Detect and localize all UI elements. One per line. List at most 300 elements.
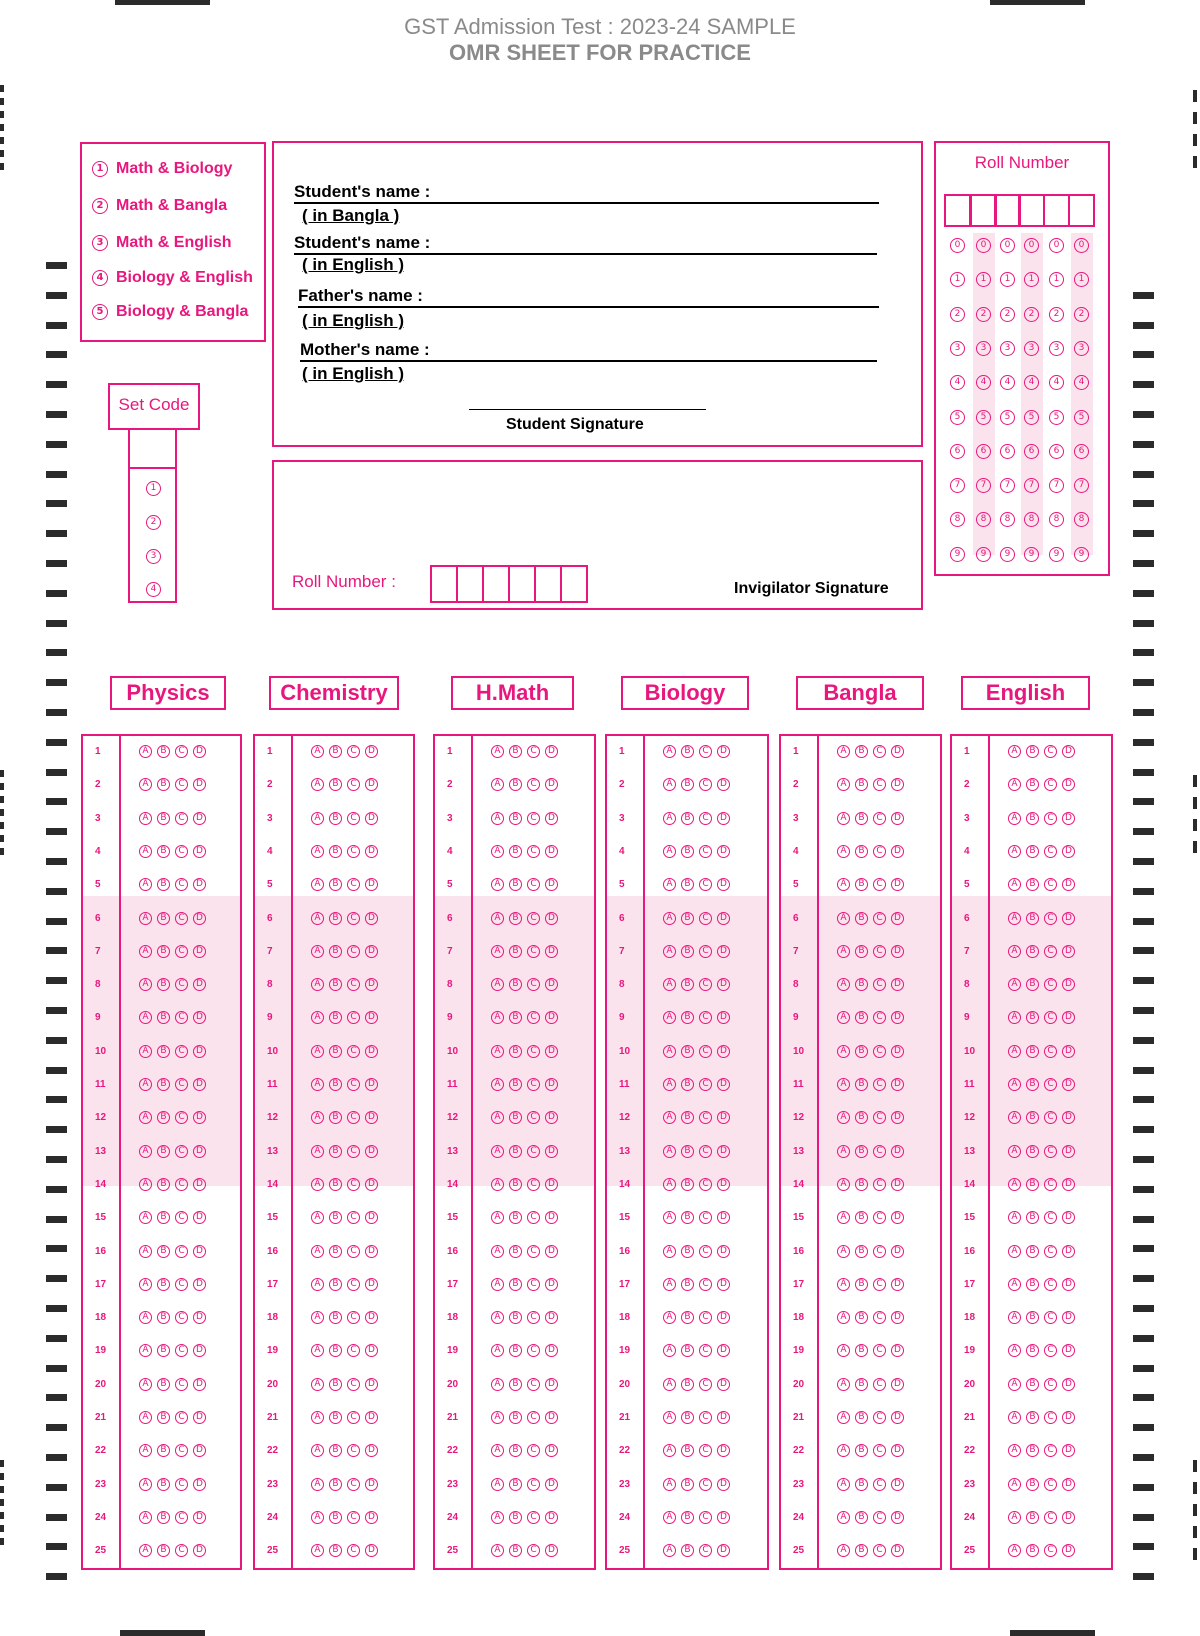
roll-digit-bubble[interactable]: 9	[1074, 547, 1089, 562]
option-bubble-c[interactable]: C	[1044, 778, 1057, 791]
option-bubble-b[interactable]: B	[855, 1078, 868, 1091]
option-bubble-b[interactable]: B	[329, 1544, 342, 1557]
option-bubble-c[interactable]: C	[699, 1511, 712, 1524]
option-bubble-a[interactable]: A	[491, 1411, 504, 1424]
option-bubble-b[interactable]: B	[681, 1178, 694, 1191]
option-bubble-a[interactable]: A	[837, 1278, 850, 1291]
option-bubble-c[interactable]: C	[527, 1278, 540, 1291]
option-bubble-b[interactable]: B	[681, 1245, 694, 1258]
option-bubble-b[interactable]: B	[855, 1378, 868, 1391]
option-bubble-b[interactable]: B	[855, 1478, 868, 1491]
roll-digit-bubble[interactable]: 4	[1049, 375, 1064, 390]
option-bubble-a[interactable]: A	[311, 878, 324, 891]
roll-digit-bubble[interactable]: 1	[950, 272, 965, 287]
option-bubble-c[interactable]: C	[699, 1444, 712, 1457]
option-bubble-b[interactable]: B	[329, 1078, 342, 1091]
option-bubble-a[interactable]: A	[139, 878, 152, 891]
option-bubble-c[interactable]: C	[873, 1111, 886, 1124]
option-bubble-b[interactable]: B	[681, 1311, 694, 1324]
option-bubble-a[interactable]: A	[1008, 945, 1021, 958]
option-bubble-a[interactable]: A	[663, 1211, 676, 1224]
option-bubble-b[interactable]: B	[157, 912, 170, 925]
option-bubble-d[interactable]: D	[545, 1278, 558, 1291]
option-bubble-c[interactable]: C	[699, 1311, 712, 1324]
option-bubble-a[interactable]: A	[663, 1145, 676, 1158]
roll-digit-bubble[interactable]: 5	[950, 410, 965, 425]
option-bubble-b[interactable]: B	[157, 1045, 170, 1058]
option-bubble-c[interactable]: C	[527, 1444, 540, 1457]
option-bubble-b[interactable]: B	[509, 1045, 522, 1058]
option-bubble-c[interactable]: C	[699, 1111, 712, 1124]
option-bubble-b[interactable]: B	[855, 1311, 868, 1324]
option-bubble-a[interactable]: A	[837, 812, 850, 825]
option-bubble-c[interactable]: C	[873, 1045, 886, 1058]
roll-digit-bubble[interactable]: 8	[1024, 512, 1039, 527]
roll-digit-bubble[interactable]: 4	[976, 375, 991, 390]
option-bubble-a[interactable]: A	[491, 978, 504, 991]
option-bubble-b[interactable]: B	[509, 1411, 522, 1424]
mother-name-field[interactable]	[300, 360, 877, 362]
option-bubble-d[interactable]: D	[545, 945, 558, 958]
option-bubble-a[interactable]: A	[1008, 812, 1021, 825]
option-bubble-b[interactable]: B	[1026, 1511, 1039, 1524]
option-bubble-a[interactable]: A	[837, 945, 850, 958]
option-bubble-d[interactable]: D	[717, 1344, 730, 1357]
option-bubble-a[interactable]: A	[491, 845, 504, 858]
option-bubble-c[interactable]: C	[347, 1245, 360, 1258]
option-bubble-a[interactable]: A	[311, 945, 324, 958]
option-bubble-b[interactable]: B	[157, 1411, 170, 1424]
option-bubble-c[interactable]: C	[1044, 1111, 1057, 1124]
roll-digit-bubble[interactable]: 0	[976, 238, 991, 253]
option-bubble-a[interactable]: A	[491, 912, 504, 925]
option-bubble-c[interactable]: C	[1044, 1411, 1057, 1424]
option-bubble-b[interactable]: B	[855, 1444, 868, 1457]
option-bubble-a[interactable]: A	[663, 1411, 676, 1424]
option-bubble-c[interactable]: C	[527, 1211, 540, 1224]
option-bubble-a[interactable]: A	[1008, 1278, 1021, 1291]
option-bubble-d[interactable]: D	[891, 1411, 904, 1424]
option-bubble-d[interactable]: D	[717, 1178, 730, 1191]
option-bubble-b[interactable]: B	[509, 778, 522, 791]
option-bubble-d[interactable]: D	[891, 1078, 904, 1091]
option-bubble-c[interactable]: C	[699, 912, 712, 925]
option-bubble-c[interactable]: C	[699, 745, 712, 758]
option-bubble-b[interactable]: B	[1026, 1145, 1039, 1158]
option-bubble-a[interactable]: A	[139, 1178, 152, 1191]
roll-digit-bubble[interactable]: 0	[1074, 238, 1089, 253]
option-bubble-a[interactable]: A	[663, 878, 676, 891]
option-bubble-b[interactable]: B	[1026, 978, 1039, 991]
option-bubble-a[interactable]: A	[311, 1178, 324, 1191]
option-bubble-b[interactable]: B	[855, 1178, 868, 1191]
option-bubble-c[interactable]: C	[699, 1145, 712, 1158]
option-bubble-a[interactable]: A	[837, 1045, 850, 1058]
option-bubble-a[interactable]: A	[311, 1278, 324, 1291]
option-bubble-a[interactable]: A	[663, 1045, 676, 1058]
option-bubble-a[interactable]: A	[311, 1411, 324, 1424]
option-bubble-d[interactable]: D	[717, 1478, 730, 1491]
option-bubble-c[interactable]: C	[347, 1544, 360, 1557]
option-bubble-d[interactable]: D	[891, 1178, 904, 1191]
option-bubble-a[interactable]: A	[139, 845, 152, 858]
option-bubble-d[interactable]: D	[193, 778, 206, 791]
option-bubble-c[interactable]: C	[1044, 1511, 1057, 1524]
set-code-write-box[interactable]	[128, 428, 177, 469]
option-bubble-a[interactable]: A	[1008, 1411, 1021, 1424]
option-bubble-d[interactable]: D	[717, 1045, 730, 1058]
option-bubble-d[interactable]: D	[193, 1344, 206, 1357]
option-bubble-a[interactable]: A	[311, 812, 324, 825]
option-bubble-c[interactable]: C	[1044, 1344, 1057, 1357]
option-bubble-c[interactable]: C	[699, 1045, 712, 1058]
roll-digit-bubble[interactable]: 4	[1074, 375, 1089, 390]
option-bubble-c[interactable]: C	[347, 1278, 360, 1291]
option-bubble-d[interactable]: D	[545, 1211, 558, 1224]
option-bubble-d[interactable]: D	[193, 912, 206, 925]
option-bubble-d[interactable]: D	[891, 1378, 904, 1391]
option-bubble-c[interactable]: C	[527, 745, 540, 758]
option-bubble-b[interactable]: B	[1026, 945, 1039, 958]
option-bubble-d[interactable]: D	[545, 912, 558, 925]
student-signature-line[interactable]	[469, 409, 706, 410]
option-bubble-b[interactable]: B	[157, 1544, 170, 1557]
option-bubble-a[interactable]: A	[491, 1544, 504, 1557]
roll-digit-box[interactable]	[560, 565, 588, 603]
option-bubble-a[interactable]: A	[663, 1344, 676, 1357]
option-bubble-c[interactable]: C	[175, 1045, 188, 1058]
option-bubble-c[interactable]: C	[873, 745, 886, 758]
option-bubble-d[interactable]: D	[717, 1245, 730, 1258]
option-bubble-a[interactable]: A	[139, 912, 152, 925]
option-bubble-a[interactable]: A	[311, 1045, 324, 1058]
option-bubble-a[interactable]: A	[311, 1011, 324, 1024]
option-bubble-d[interactable]: D	[717, 1278, 730, 1291]
option-bubble-a[interactable]: A	[491, 1511, 504, 1524]
option-bubble-d[interactable]: D	[193, 1311, 206, 1324]
option-bubble-c[interactable]: C	[175, 1178, 188, 1191]
option-bubble-c[interactable]: C	[873, 1378, 886, 1391]
option-bubble-c[interactable]: C	[527, 945, 540, 958]
option-bubble-d[interactable]: D	[193, 978, 206, 991]
option-bubble-a[interactable]: A	[311, 1145, 324, 1158]
option-bubble-b[interactable]: B	[681, 845, 694, 858]
option-bubble-d[interactable]: D	[717, 945, 730, 958]
roll-digit-bubble[interactable]: 5	[1000, 410, 1015, 425]
option-bubble-a[interactable]: A	[837, 845, 850, 858]
option-bubble-b[interactable]: B	[329, 978, 342, 991]
option-bubble-d[interactable]: D	[1062, 812, 1075, 825]
option-bubble-a[interactable]: A	[1008, 878, 1021, 891]
option-bubble-a[interactable]: A	[491, 812, 504, 825]
option-bubble-c[interactable]: C	[175, 945, 188, 958]
option-bubble-c[interactable]: C	[347, 1511, 360, 1524]
roll-digit-bubble[interactable]: 7	[1000, 478, 1015, 493]
set-code-bubble[interactable]: 4	[146, 582, 161, 597]
option-bubble-b[interactable]: B	[509, 1511, 522, 1524]
option-bubble-b[interactable]: B	[1026, 1011, 1039, 1024]
option-bubble-b[interactable]: B	[681, 1111, 694, 1124]
option-bubble-a[interactable]: A	[1008, 1145, 1021, 1158]
option-bubble-a[interactable]: A	[311, 1378, 324, 1391]
option-bubble-d[interactable]: D	[891, 1045, 904, 1058]
option-bubble-c[interactable]: C	[699, 1344, 712, 1357]
option-bubble-b[interactable]: B	[855, 1045, 868, 1058]
option-bubble-c[interactable]: C	[527, 1511, 540, 1524]
option-bubble-b[interactable]: B	[855, 1111, 868, 1124]
option-bubble-b[interactable]: B	[681, 1211, 694, 1224]
option-bubble-a[interactable]: A	[1008, 745, 1021, 758]
option-bubble-d[interactable]: D	[545, 878, 558, 891]
option-bubble-d[interactable]: D	[717, 1511, 730, 1524]
roll-digit-bubble[interactable]: 1	[1049, 272, 1064, 287]
roll-digit-box[interactable]	[1068, 194, 1095, 227]
option-bubble-a[interactable]: A	[837, 912, 850, 925]
option-bubble-d[interactable]: D	[365, 945, 378, 958]
option-bubble-c[interactable]: C	[699, 812, 712, 825]
option-bubble-b[interactable]: B	[329, 1145, 342, 1158]
option-bubble-b[interactable]: B	[681, 1444, 694, 1457]
course-option[interactable]	[92, 197, 227, 215]
option-bubble-a[interactable]: A	[1008, 778, 1021, 791]
option-bubble-a[interactable]: A	[491, 778, 504, 791]
option-bubble-b[interactable]: B	[1026, 778, 1039, 791]
roll-digit-bubble[interactable]: 2	[1049, 307, 1064, 322]
roll-digit-bubble[interactable]: 4	[1024, 375, 1039, 390]
option-bubble-d[interactable]: D	[365, 1444, 378, 1457]
option-bubble-a[interactable]: A	[139, 945, 152, 958]
option-bubble-d[interactable]: D	[365, 1145, 378, 1158]
option-bubble-c[interactable]: C	[873, 1444, 886, 1457]
option-bubble-b[interactable]: B	[681, 1344, 694, 1357]
option-bubble-b[interactable]: B	[855, 945, 868, 958]
option-bubble-d[interactable]: D	[365, 1111, 378, 1124]
option-bubble-d[interactable]: D	[1062, 1245, 1075, 1258]
option-bubble-c[interactable]: C	[699, 845, 712, 858]
option-bubble-b[interactable]: B	[329, 745, 342, 758]
option-bubble-d[interactable]: D	[193, 1211, 206, 1224]
option-bubble-d[interactable]: D	[891, 912, 904, 925]
option-bubble-c[interactable]: C	[175, 1411, 188, 1424]
roll-digit-box[interactable]	[508, 565, 536, 603]
option-bubble-b[interactable]: B	[509, 878, 522, 891]
option-bubble-a[interactable]: A	[1008, 912, 1021, 925]
option-bubble-b[interactable]: B	[509, 1078, 522, 1091]
option-bubble-b[interactable]: B	[681, 1378, 694, 1391]
option-bubble-a[interactable]: A	[139, 1078, 152, 1091]
option-bubble-c[interactable]: C	[527, 1311, 540, 1324]
option-bubble-c[interactable]: C	[873, 1145, 886, 1158]
option-bubble-a[interactable]: A	[491, 1278, 504, 1291]
option-bubble-c[interactable]: C	[527, 1078, 540, 1091]
option-bubble-c[interactable]: C	[699, 1478, 712, 1491]
option-bubble-a[interactable]: A	[491, 878, 504, 891]
option-bubble-c[interactable]: C	[175, 1544, 188, 1557]
option-bubble-d[interactable]: D	[365, 1378, 378, 1391]
option-bubble-d[interactable]: D	[717, 1011, 730, 1024]
option-bubble-c[interactable]: C	[1044, 1211, 1057, 1224]
option-bubble-d[interactable]: D	[1062, 845, 1075, 858]
option-bubble-a[interactable]: A	[663, 912, 676, 925]
option-bubble-b[interactable]: B	[855, 745, 868, 758]
option-bubble-a[interactable]: A	[1008, 1478, 1021, 1491]
option-bubble-a[interactable]: A	[491, 1011, 504, 1024]
option-bubble-b[interactable]: B	[157, 1311, 170, 1324]
roll-digit-box[interactable]	[482, 565, 510, 603]
option-bubble-a[interactable]: A	[311, 1544, 324, 1557]
option-bubble-a[interactable]: A	[837, 1344, 850, 1357]
option-bubble-d[interactable]: D	[891, 1478, 904, 1491]
option-bubble-d[interactable]: D	[365, 1211, 378, 1224]
option-bubble-c[interactable]: C	[347, 878, 360, 891]
option-bubble-c[interactable]: C	[873, 1011, 886, 1024]
option-bubble-a[interactable]: A	[663, 1378, 676, 1391]
option-bubble-c[interactable]: C	[527, 978, 540, 991]
option-bubble-d[interactable]: D	[545, 1411, 558, 1424]
set-code-bubble[interactable]: 2	[146, 515, 161, 530]
option-bubble-b[interactable]: B	[855, 978, 868, 991]
option-bubble-d[interactable]: D	[717, 1311, 730, 1324]
option-bubble-a[interactable]: A	[1008, 1045, 1021, 1058]
roll-digit-bubble[interactable]: 1	[1024, 272, 1039, 287]
option-bubble-b[interactable]: B	[509, 812, 522, 825]
option-bubble-a[interactable]: A	[663, 1278, 676, 1291]
option-bubble-a[interactable]: A	[491, 1444, 504, 1457]
option-bubble-d[interactable]: D	[365, 1511, 378, 1524]
option-bubble-a[interactable]: A	[837, 1311, 850, 1324]
roll-digit-bubble[interactable]: 6	[1074, 444, 1089, 459]
option-bubble-c[interactable]: C	[699, 1411, 712, 1424]
option-bubble-d[interactable]: D	[545, 978, 558, 991]
option-bubble-b[interactable]: B	[681, 1544, 694, 1557]
option-bubble-b[interactable]: B	[509, 1378, 522, 1391]
option-bubble-a[interactable]: A	[139, 978, 152, 991]
option-bubble-b[interactable]: B	[681, 745, 694, 758]
option-bubble-a[interactable]: A	[311, 1311, 324, 1324]
option-bubble-b[interactable]: B	[509, 978, 522, 991]
option-bubble-b[interactable]: B	[1026, 812, 1039, 825]
option-bubble-c[interactable]: C	[347, 912, 360, 925]
roll-digit-bubble[interactable]: 7	[1024, 478, 1039, 493]
roll-digit-bubble[interactable]: 4	[950, 375, 965, 390]
roll-digit-bubble[interactable]: 5	[1024, 410, 1039, 425]
roll-digit-bubble[interactable]: 6	[1000, 444, 1015, 459]
option-bubble-d[interactable]: D	[1062, 1178, 1075, 1191]
roll-digit-bubble[interactable]: 6	[1049, 444, 1064, 459]
option-bubble-c[interactable]: C	[527, 1411, 540, 1424]
option-bubble-c[interactable]: C	[347, 1378, 360, 1391]
roll-digit-bubble[interactable]: 6	[950, 444, 965, 459]
option-bubble-d[interactable]: D	[1062, 1411, 1075, 1424]
option-bubble-d[interactable]: D	[365, 1311, 378, 1324]
roll-digit-bubble[interactable]: 0	[1049, 238, 1064, 253]
option-bubble-d[interactable]: D	[1062, 1478, 1075, 1491]
option-bubble-b[interactable]: B	[329, 1511, 342, 1524]
roll-digit-bubble[interactable]: 2	[1000, 307, 1015, 322]
option-bubble-a[interactable]: A	[837, 1444, 850, 1457]
option-bubble-b[interactable]: B	[681, 812, 694, 825]
option-bubble-b[interactable]: B	[157, 1478, 170, 1491]
roll-digit-bubble[interactable]: 7	[1074, 478, 1089, 493]
option-bubble-b[interactable]: B	[1026, 1378, 1039, 1391]
option-bubble-b[interactable]: B	[1026, 1211, 1039, 1224]
roll-digit-box[interactable]	[1018, 194, 1045, 227]
option-bubble-b[interactable]: B	[681, 1145, 694, 1158]
roll-digit-box[interactable]	[944, 194, 971, 227]
option-bubble-d[interactable]: D	[545, 1344, 558, 1357]
option-bubble-c[interactable]: C	[873, 1311, 886, 1324]
option-bubble-b[interactable]: B	[329, 1411, 342, 1424]
option-bubble-d[interactable]: D	[365, 1344, 378, 1357]
option-bubble-c[interactable]: C	[175, 845, 188, 858]
roll-digit-bubble[interactable]: 2	[1024, 307, 1039, 322]
option-bubble-a[interactable]: A	[837, 1478, 850, 1491]
option-bubble-c[interactable]: C	[699, 1378, 712, 1391]
option-bubble-d[interactable]: D	[717, 878, 730, 891]
roll-digit-bubble[interactable]: 2	[976, 307, 991, 322]
option-bubble-d[interactable]: D	[365, 745, 378, 758]
option-bubble-d[interactable]: D	[1062, 1444, 1075, 1457]
option-bubble-c[interactable]: C	[1044, 1245, 1057, 1258]
option-bubble-a[interactable]: A	[1008, 1544, 1021, 1557]
option-bubble-c[interactable]: C	[175, 745, 188, 758]
option-bubble-c[interactable]: C	[699, 1011, 712, 1024]
option-bubble-c[interactable]: C	[873, 778, 886, 791]
option-bubble-b[interactable]: B	[1026, 745, 1039, 758]
option-bubble-d[interactable]: D	[545, 778, 558, 791]
option-bubble-d[interactable]: D	[1062, 1378, 1075, 1391]
option-bubble-b[interactable]: B	[329, 945, 342, 958]
option-bubble-c[interactable]: C	[873, 1511, 886, 1524]
roll-digit-bubble[interactable]: 7	[1049, 478, 1064, 493]
option-bubble-d[interactable]: D	[1062, 912, 1075, 925]
course-bubble[interactable]: 1	[92, 161, 108, 177]
option-bubble-a[interactable]: A	[491, 1344, 504, 1357]
option-bubble-a[interactable]: A	[311, 1478, 324, 1491]
option-bubble-c[interactable]: C	[873, 1478, 886, 1491]
option-bubble-c[interactable]: C	[527, 1011, 540, 1024]
option-bubble-d[interactable]: D	[545, 845, 558, 858]
option-bubble-a[interactable]: A	[837, 1011, 850, 1024]
option-bubble-b[interactable]: B	[329, 1278, 342, 1291]
option-bubble-c[interactable]: C	[527, 1378, 540, 1391]
option-bubble-b[interactable]: B	[329, 812, 342, 825]
option-bubble-c[interactable]: C	[175, 1478, 188, 1491]
option-bubble-b[interactable]: B	[157, 1145, 170, 1158]
option-bubble-b[interactable]: B	[157, 778, 170, 791]
option-bubble-d[interactable]: D	[717, 1544, 730, 1557]
option-bubble-b[interactable]: B	[855, 778, 868, 791]
option-bubble-d[interactable]: D	[891, 1511, 904, 1524]
option-bubble-a[interactable]: A	[139, 778, 152, 791]
option-bubble-a[interactable]: A	[311, 912, 324, 925]
option-bubble-c[interactable]: C	[1044, 978, 1057, 991]
option-bubble-a[interactable]: A	[491, 1145, 504, 1158]
option-bubble-b[interactable]: B	[1026, 1478, 1039, 1491]
option-bubble-d[interactable]: D	[891, 878, 904, 891]
option-bubble-a[interactable]: A	[139, 1378, 152, 1391]
option-bubble-a[interactable]: A	[139, 1411, 152, 1424]
option-bubble-b[interactable]: B	[157, 745, 170, 758]
option-bubble-d[interactable]: D	[891, 1311, 904, 1324]
option-bubble-d[interactable]: D	[193, 1111, 206, 1124]
option-bubble-d[interactable]: D	[545, 745, 558, 758]
option-bubble-d[interactable]: D	[1062, 1045, 1075, 1058]
roll-digit-bubble[interactable]: 1	[1000, 272, 1015, 287]
option-bubble-d[interactable]: D	[365, 1478, 378, 1491]
option-bubble-b[interactable]: B	[681, 912, 694, 925]
option-bubble-c[interactable]: C	[175, 1278, 188, 1291]
